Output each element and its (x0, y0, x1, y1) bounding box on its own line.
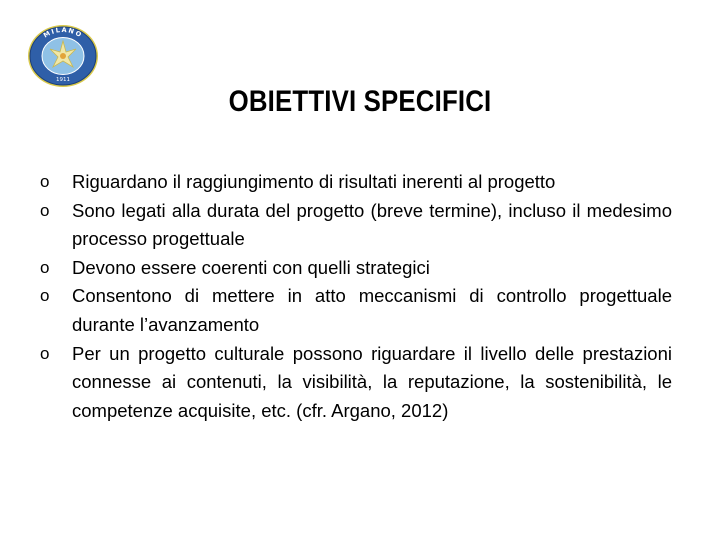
bullet-text: Per un progetto culturale possono riguardare il livello delle prestazioni connesse ai contenuti, la visibilità, la reputazione, la sostenibilità, le competenze acquisite, etc. (cfr. Argano, 2012) (72, 342, 672, 421)
bullet-text: Consentono di mettere in atto meccanismi di controllo progettuale durante l’avanzamento (72, 285, 672, 335)
bullet-list (40, 168, 672, 425)
bullet-icon: o (40, 172, 50, 191)
list-item (40, 340, 672, 426)
list-item (40, 197, 672, 254)
bullet-icon: o (40, 257, 50, 277)
bullet-text: Devono essere coerenti con quelli strategici (72, 256, 430, 278)
bullet-icon: o (40, 286, 50, 306)
bullet-icon: o (40, 200, 50, 220)
bullet-text: Riguardano il raggiungimento di risultati inerenti al progetto (72, 171, 556, 192)
logo-ring-text: MILANO (42, 25, 84, 40)
bullet-icon: o (40, 343, 50, 363)
slide-title: OBIETTIVI SPECIFICI (228, 85, 492, 118)
list-item (40, 254, 672, 283)
logo-bottom-text: 1911 (56, 77, 70, 83)
bullet-text: Sono legati alla durata del progetto (breve termine), incluso il medesimo processo progettuale (72, 199, 672, 250)
list-item (40, 282, 672, 339)
list-item (40, 168, 672, 197)
